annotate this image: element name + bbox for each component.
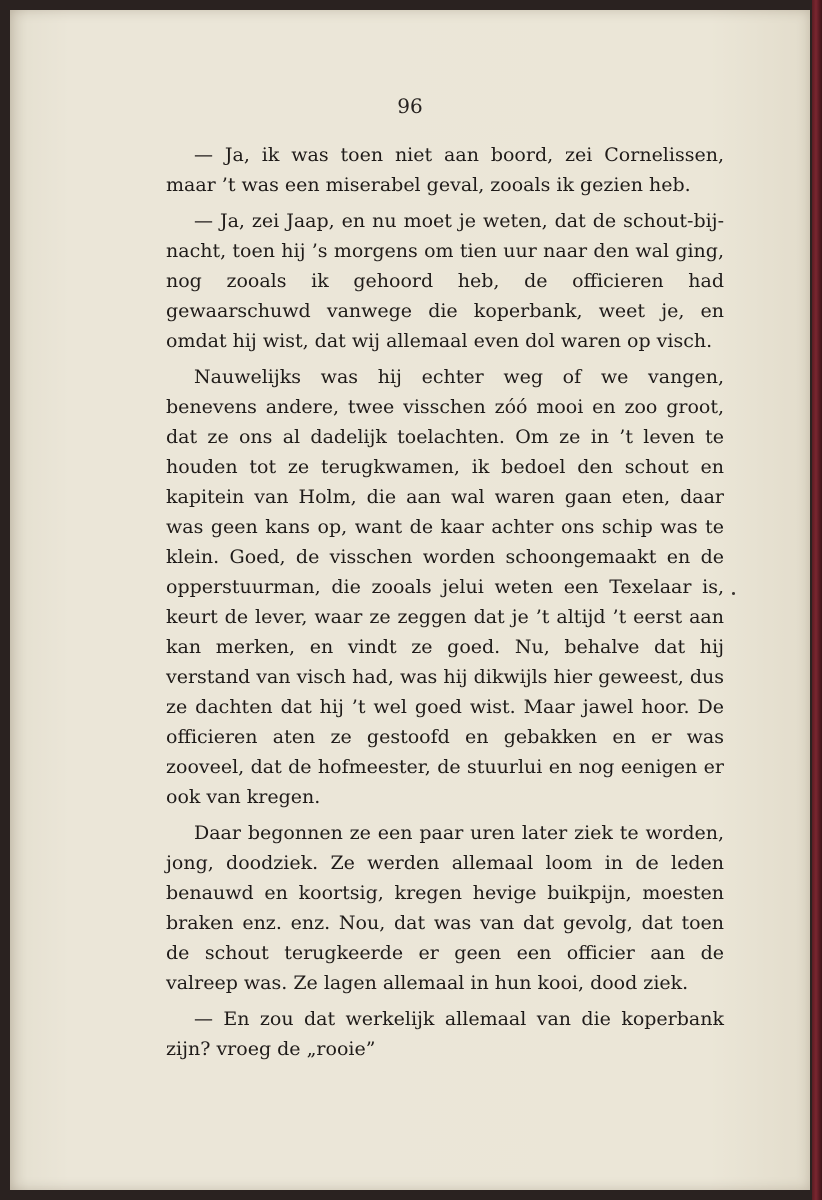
paragraph-rooie: — En zou dat werkelijk allemaal van die koperbank zijn? vroeg de „rooie”	[166, 1008, 724, 1060]
paragraph-jaap: — Ja, zei Jaap, en nu moet je weten, dat de schout-bij-nacht, toen hij ’s morgens om tien uur naar den wal ging, nog zooals ik gehoord heb, de officieren had gewaarschuwd vanwege die koperbank, weet je, en omdat hij wist, dat wij allemaal even dol waren op visch.	[166, 210, 724, 352]
page-number: 96	[397, 94, 423, 118]
paragraph-cornelissen: — Ja, ik was toen niet aan boord, zei Cornelissen, maar ’t was een miserabel geval, zooals ik gezien heb.	[166, 144, 724, 196]
body-text	[166, 140, 724, 1070]
paragraph-visschen: Nauwelijks was hij echter weg of we vangen, benevens andere, twee visschen zóó mooi en zoo groot, dat ze ons al dadelijk toelachten. Om ze in ’t leven te houden tot ze terugkwamen, ik bedoel den schout en kapitein van Holm, die aan wal waren gaan eten, daar was geen kans op, want de kaar achter ons schip was te klein. Goed, de visschen worden schoongemaakt en de opperstuurman, die zooals jelui weten een Texelaar is, keurt de lever, waar ze zeggen dat je ’t altijd ’t eerst aan kan merken, en vindt ze goed. Nu, behalve dat hij verstand van visch had, was hij dikwijls hier geweest, dus ze dachten dat hij ’t wel goed wist. Maar jawel hoor. De officieren aten ze gestoofd en gebakken en er was zooveel, dat de hofmeester, de stuurlui en nog eenigen er ook van kregen.	[166, 366, 724, 808]
book-binding-edge	[812, 0, 822, 1200]
paper-speck	[732, 592, 735, 595]
book-page	[10, 10, 810, 1190]
paragraph-ziek: Daar begonnen ze een paar uren later ziek te worden, jong, doodziek. Ze werden allemaal loom in de leden benauwd en koortsig, kregen hevige buikpijn, moesten braken enz. enz. Nou, dat was van dat gevolg, dat toen de schout terugkeerde er geen een officier aan de valreep was. Ze lagen allemaal in hun kooi, dood ziek.	[166, 822, 724, 994]
